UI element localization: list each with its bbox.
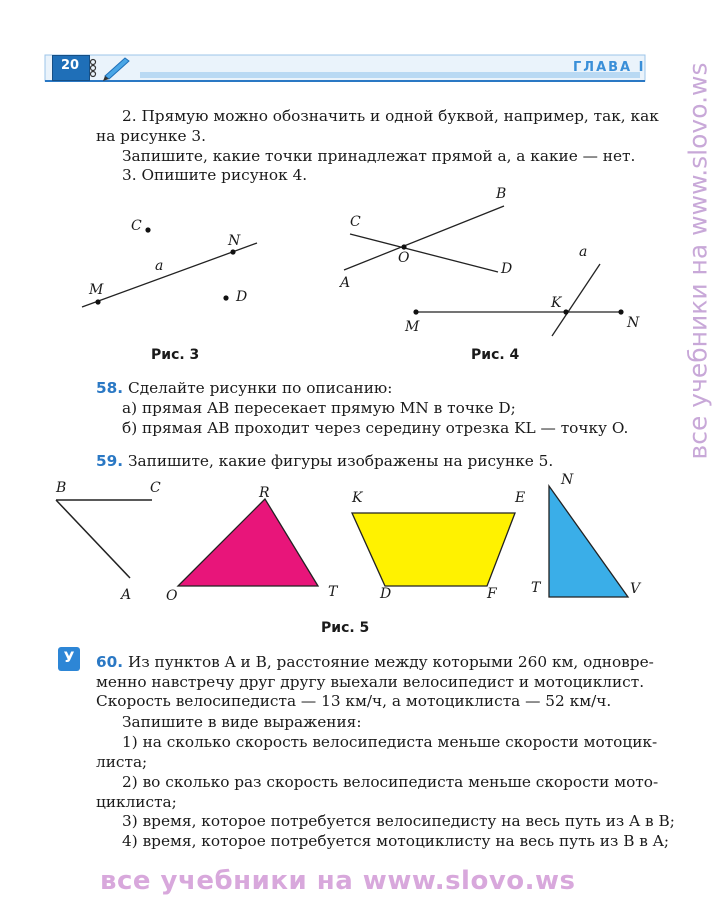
text-line: 4) время, которое потребуется мотоциклисту на весь путь из B в A; bbox=[122, 832, 669, 850]
text-line: на рисунке 3. bbox=[96, 127, 206, 145]
point-K bbox=[563, 309, 568, 314]
figure-5-caption: Рис. 5 bbox=[321, 620, 370, 636]
label-K: K bbox=[551, 295, 562, 311]
text-line: Скорость велосипедиста — 13 км/ч, а мотоциклиста — 52 км/ч. bbox=[96, 692, 612, 710]
label-D: D bbox=[236, 289, 248, 305]
exercise-number: 58. bbox=[96, 379, 124, 397]
exercise-59 bbox=[96, 451, 553, 471]
exercise-number: 59. bbox=[96, 452, 124, 470]
label-R: R bbox=[259, 485, 270, 501]
label-C: C bbox=[350, 214, 361, 230]
chapter-title: ГЛАВА I bbox=[573, 60, 646, 75]
figure-5 bbox=[40, 470, 650, 610]
angle-BCA bbox=[56, 500, 152, 578]
page-number: 20 bbox=[60, 58, 80, 73]
exercise-text: Сделайте рисунки по описанию: bbox=[127, 379, 393, 397]
label-C: C bbox=[150, 480, 161, 496]
text-line: циклиста; bbox=[96, 793, 177, 811]
trapezoid-KEFD bbox=[352, 513, 515, 586]
header-bar bbox=[45, 50, 655, 86]
watermark-bottom: все учебники на www.slovo.ws bbox=[100, 866, 576, 896]
label-N: N bbox=[228, 233, 241, 249]
watermark-side: все учебники на www.slovo.ws bbox=[683, 62, 713, 460]
text-line: 3. Опишите рисунок 4. bbox=[122, 166, 308, 184]
label-D: D bbox=[380, 586, 392, 602]
figure-3-caption: Рис. 3 bbox=[151, 347, 200, 363]
label-F: F bbox=[487, 586, 497, 602]
text-line: а) прямая AB пересекает прямую MN в точке D; bbox=[122, 399, 516, 417]
exercise-60 bbox=[96, 652, 654, 672]
label-V: V bbox=[630, 581, 641, 597]
point-N bbox=[618, 309, 623, 314]
label-T: T bbox=[531, 580, 541, 596]
label-B: B bbox=[56, 480, 67, 496]
point-C bbox=[145, 227, 150, 232]
label-a: a bbox=[579, 244, 588, 260]
label-E: E bbox=[515, 490, 526, 506]
text-line: 1) на сколько скорость велосипедиста меньше скорости мотоцик- bbox=[122, 733, 658, 751]
label-A: A bbox=[121, 587, 132, 603]
label-a: a bbox=[155, 258, 164, 274]
text-line: Запишите, какие точки принадлежат прямой a, а какие — нет. bbox=[122, 147, 636, 165]
label-O: O bbox=[398, 250, 410, 266]
label-D: D bbox=[501, 261, 513, 277]
exercise-58 bbox=[96, 378, 392, 398]
label-A: A bbox=[340, 275, 351, 291]
exercise-number: 60. bbox=[96, 653, 124, 671]
point-M bbox=[95, 299, 100, 304]
figure-4 bbox=[330, 190, 640, 335]
text-line: менно навстречу друг другу выехали велосипедист и мотоциклист. bbox=[96, 673, 645, 691]
text-line: листа; bbox=[96, 753, 148, 771]
label-T: T bbox=[328, 584, 338, 600]
label-B: B bbox=[496, 186, 507, 202]
figure-4-caption: Рис. 4 bbox=[471, 347, 520, 363]
exercise-text: Из пунктов A и B, расстояние между которыми 260 км, одновре- bbox=[127, 653, 654, 671]
text-line: Запишите в виде выражения: bbox=[122, 713, 362, 731]
badge-label: У bbox=[63, 650, 75, 666]
label-C: C bbox=[131, 218, 142, 234]
text-line: 3) время, которое потребуется велосипедисту на весь путь из A в B; bbox=[122, 812, 675, 830]
triangle-ROT bbox=[178, 499, 318, 586]
label-N: N bbox=[627, 315, 640, 331]
point-N bbox=[230, 249, 235, 254]
line-CD bbox=[350, 234, 498, 272]
figure-3 bbox=[70, 205, 280, 325]
exercise-text: Запишите, какие фигуры изображены на рисунке 5. bbox=[127, 452, 554, 470]
label-M: M bbox=[89, 282, 104, 298]
text-line: б) прямая AB проходит через середину отрезка KL — точку O. bbox=[122, 419, 629, 437]
text-line: 2) во сколько раз скорость велосипедиста меньше скорости мото- bbox=[122, 773, 659, 791]
label-K: K bbox=[352, 490, 363, 506]
text-line: 2. Прямую можно обозначить и одной буквой, например, так, как bbox=[122, 107, 659, 125]
point-D bbox=[223, 295, 228, 300]
label-O: O bbox=[166, 588, 178, 604]
triangle-NTV bbox=[549, 486, 628, 597]
label-N: N bbox=[561, 472, 574, 488]
point-O bbox=[401, 244, 406, 249]
label-M: M bbox=[405, 319, 420, 335]
point-M bbox=[413, 309, 418, 314]
